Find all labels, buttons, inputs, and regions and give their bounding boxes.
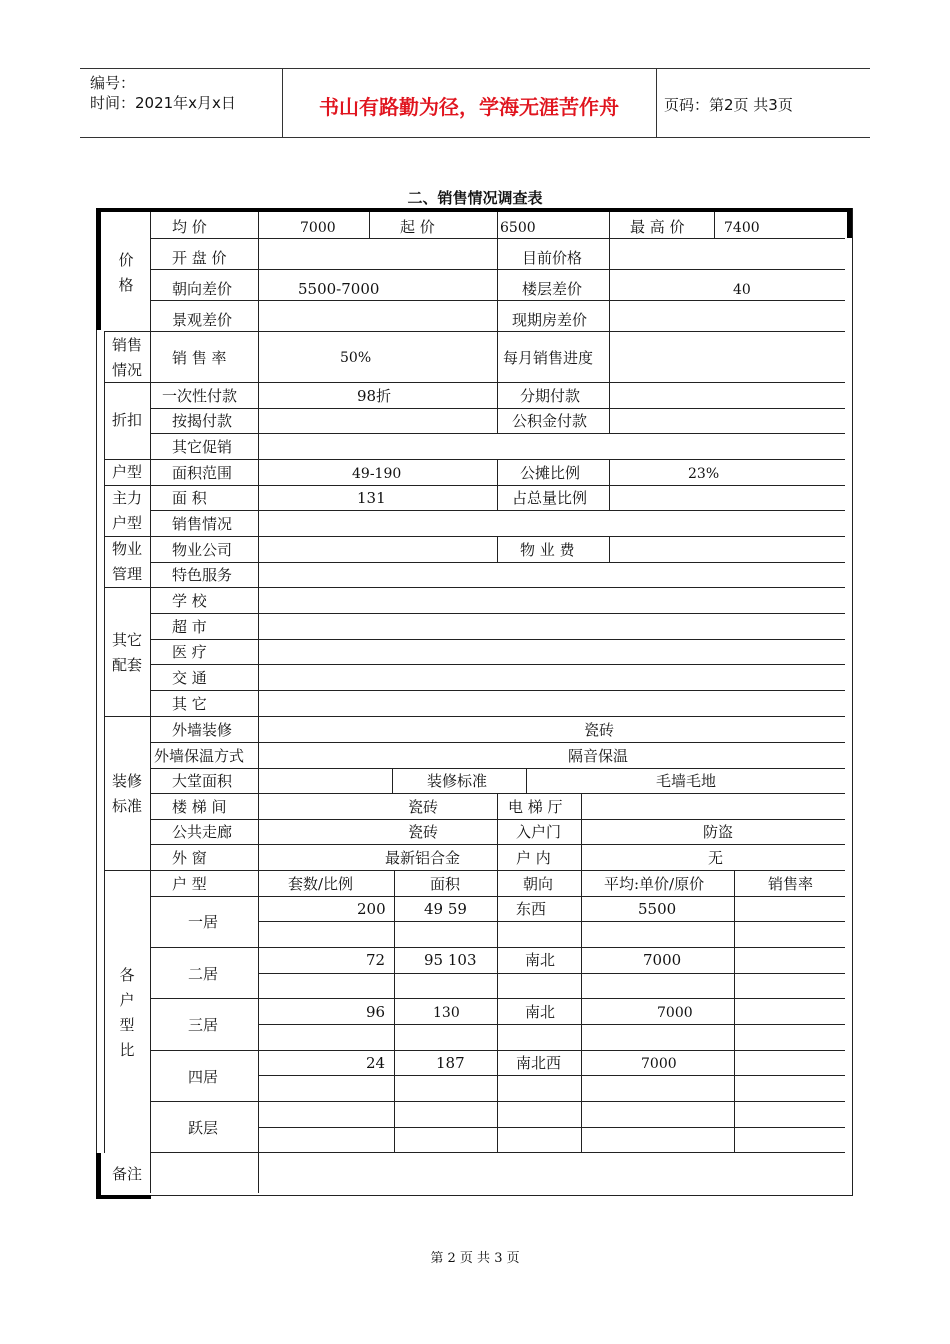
table-left-accent [96, 208, 101, 330]
main-sales-label: 销售情况 [172, 515, 233, 533]
mix-header-area: 面积 [430, 875, 461, 893]
grid-line [258, 1127, 845, 1128]
area-range-value: 49-190 [352, 466, 402, 482]
grid-line [497, 536, 498, 562]
grid-line [609, 536, 610, 562]
grid-line [497, 382, 498, 433]
mix-header-count: 套数/比例 [288, 875, 354, 893]
document-header [80, 68, 870, 138]
corridor-label: 公共走廊 [172, 823, 233, 841]
elevator-hall-label: 电 梯 厅 [508, 798, 563, 816]
indoor-value: 无 [708, 849, 724, 867]
view-price-label: 景观差价 [172, 311, 233, 329]
table-right-accent [847, 208, 852, 238]
grid-line [497, 459, 498, 510]
lobby-standard-value: 毛墙毛地 [656, 772, 717, 790]
header-motto: 书山有路勤为径，学海无涯苦作舟 [319, 95, 619, 119]
grid-line [104, 716, 845, 717]
grid-line [258, 716, 259, 870]
grid-line [714, 212, 715, 238]
mix-row-type: 跃层 [188, 1119, 219, 1137]
category-main-type: 主力 户型 [111, 489, 142, 532]
lump-sum-value: 98折 [357, 387, 392, 405]
lobby-area-label: 大堂面积 [172, 772, 233, 790]
facility-school-label: 学 校 [172, 592, 207, 610]
mix-row-area: 130 [433, 1005, 460, 1021]
stairwell-label: 楼 梯 间 [172, 798, 227, 816]
area-range-label: 面积范围 [172, 464, 233, 482]
orientation-price-label: 朝向差价 [172, 280, 233, 298]
facility-other-label: 其 它 [172, 695, 207, 713]
grid-line [369, 212, 370, 238]
mix-header-sales-rate: 销售率 [768, 875, 814, 893]
category-discount: 折扣 [111, 411, 142, 429]
grid-line [104, 331, 845, 332]
grid-line [104, 536, 845, 537]
mix-row-orientation: 东西 [516, 900, 547, 918]
page-footer: 第 2 页 共 3 页 [430, 1251, 520, 1266]
grid-line [497, 870, 498, 1152]
remarks-label: 备注 [111, 1165, 142, 1183]
grid-line [497, 793, 498, 870]
mix-row-count: 200 [357, 900, 386, 918]
grid-line [150, 768, 845, 769]
max-price-value: 7400 [724, 220, 760, 236]
grid-line [258, 870, 259, 1193]
mix-row-type: 二居 [188, 965, 219, 983]
avg-price-label: 均 价 [172, 218, 207, 236]
category-unit-mix: 各 户 型 比 [119, 966, 135, 1059]
facility-supermarket-label: 超 市 [172, 618, 207, 636]
grid-line [258, 587, 259, 716]
mix-header-orientation: 朝向 [523, 875, 554, 893]
mix-row-count: 24 [366, 1054, 386, 1072]
grid-line [581, 793, 582, 870]
start-price-label: 起 价 [400, 218, 435, 236]
grid-line [150, 613, 845, 614]
header-number: 编号： [90, 74, 136, 92]
grid-line [258, 973, 845, 974]
grid-line [150, 510, 845, 511]
property-company-label: 物业公司 [172, 541, 233, 559]
grid-line [258, 1075, 845, 1076]
grid-line [150, 212, 151, 1193]
mix-header-type: 户 型 [172, 875, 207, 893]
mix-row-price: 7000 [643, 951, 682, 969]
orientation-price-value: 5500-7000 [298, 280, 380, 298]
main-area-label: 面 积 [172, 489, 207, 507]
mix-row-type: 三居 [188, 1016, 219, 1034]
table-title: 二、销售情况调查表 [407, 189, 543, 207]
sales-rate-value: 50% [340, 350, 372, 366]
grid-line [394, 870, 395, 1152]
mix-row-area: 49 59 [424, 900, 467, 918]
grid-line [104, 459, 845, 460]
header-page-info: 页码：第2页 共3页 [664, 96, 793, 114]
grid-line [609, 238, 610, 331]
grid-line [150, 639, 845, 640]
exterior-wall-label: 外墙装修 [172, 721, 233, 739]
facility-transport-label: 交 通 [172, 669, 207, 687]
header-left [90, 73, 236, 113]
avg-price-value: 7000 [300, 220, 336, 236]
mortgage-label: 按揭付款 [172, 412, 233, 430]
grid-line [104, 587, 845, 588]
header-divider [656, 69, 657, 137]
category-sales: 销售 情况 [111, 336, 142, 379]
other-promo-label: 其它促销 [172, 438, 233, 456]
category-decoration: 装修 标准 [111, 772, 142, 815]
grid-line [392, 768, 393, 793]
stairwell-value: 瓷砖 [408, 798, 439, 816]
readyhouse-price-label: 现期房差价 [512, 311, 588, 329]
insulation-value: 隔音保温 [568, 747, 629, 765]
main-area-value: 131 [357, 489, 386, 507]
lump-sum-label: 一次性付款 [162, 387, 238, 405]
grid-line [104, 382, 845, 383]
table-left-accent [96, 1153, 101, 1199]
opening-price-label: 开 盘 价 [172, 249, 227, 267]
grid-line [258, 331, 259, 536]
grid-line [609, 382, 610, 433]
category-unit-type: 户型 [111, 463, 142, 481]
category-price: 价 格 [118, 251, 134, 294]
special-service-label: 特色服务 [172, 566, 233, 584]
grid-line [150, 664, 845, 665]
table-top-border [96, 208, 851, 212]
grid-line [150, 690, 845, 691]
mix-row-area: 187 [436, 1054, 465, 1072]
shared-ratio-value: 23% [688, 466, 720, 482]
mix-row-type: 一居 [188, 913, 219, 931]
current-price-label: 目前价格 [522, 249, 583, 267]
lobby-standard-label: 装修标准 [427, 772, 488, 790]
grid-line [150, 433, 845, 434]
floor-price-value: 40 [733, 282, 751, 298]
corridor-value: 瓷砖 [408, 823, 439, 841]
insulation-label: 外墙保温方式 [154, 747, 245, 765]
shared-ratio-label: 公摊比例 [520, 464, 581, 482]
category-property: 物业 管理 [111, 540, 142, 583]
exterior-wall-value: 瓷砖 [584, 721, 615, 739]
mix-row-count: 96 [366, 1003, 386, 1021]
property-fee-label: 物 业 费 [520, 541, 575, 559]
start-price-value: 6500 [500, 220, 536, 236]
grid-line [258, 212, 259, 331]
entry-door-label: 入户门 [516, 823, 562, 841]
mix-row-price: 7000 [641, 1056, 677, 1072]
category-facilities: 其它 配套 [111, 631, 142, 674]
mix-row-orientation: 南北 [525, 951, 556, 969]
grid-line [150, 742, 845, 743]
mix-row-type: 四居 [188, 1068, 219, 1086]
grid-line [150, 1152, 845, 1153]
grid-line [609, 331, 610, 382]
grid-line [526, 768, 527, 793]
mix-row-price: 7000 [657, 1005, 693, 1021]
grid-line [497, 212, 498, 238]
mix-row-count: 72 [366, 951, 386, 969]
grid-line [497, 238, 498, 331]
grid-line [150, 562, 845, 563]
grid-line [258, 536, 259, 588]
grid-line [104, 485, 845, 486]
grid-line [581, 870, 582, 1152]
window-label: 外 窗 [172, 849, 207, 867]
window-value: 最新铝合金 [385, 849, 461, 867]
max-price-label: 最 高 价 [630, 218, 685, 236]
monthly-progress-label: 每月销售进度 [503, 349, 594, 367]
indoor-label: 户 内 [516, 849, 551, 867]
total-ratio-label: 占总量比例 [512, 489, 588, 507]
floor-price-label: 楼层差价 [522, 280, 583, 298]
entry-door-value: 防盗 [703, 823, 734, 841]
installment-label: 分期付款 [520, 387, 581, 405]
table-bottom-accent [96, 1195, 151, 1199]
facility-medical-label: 医 疗 [172, 643, 207, 661]
mix-row-price: 5500 [638, 900, 677, 918]
grid-line [497, 331, 498, 382]
header-date: 时间：2021年x月x日 [90, 94, 236, 112]
grid-line [258, 1024, 845, 1025]
grid-line [734, 870, 735, 1152]
mix-row-area: 95 103 [424, 951, 477, 969]
sales-rate-label: 销 售 率 [172, 349, 227, 367]
mix-row-orientation: 南北西 [516, 1054, 562, 1072]
grid-line [258, 921, 845, 922]
mix-row-orientation: 南北 [525, 1003, 556, 1021]
grid-line [609, 459, 610, 510]
mix-header-price: 平均:单价/原价 [604, 875, 705, 893]
grid-line [609, 212, 610, 238]
provident-fund-label: 公积金付款 [512, 412, 588, 430]
